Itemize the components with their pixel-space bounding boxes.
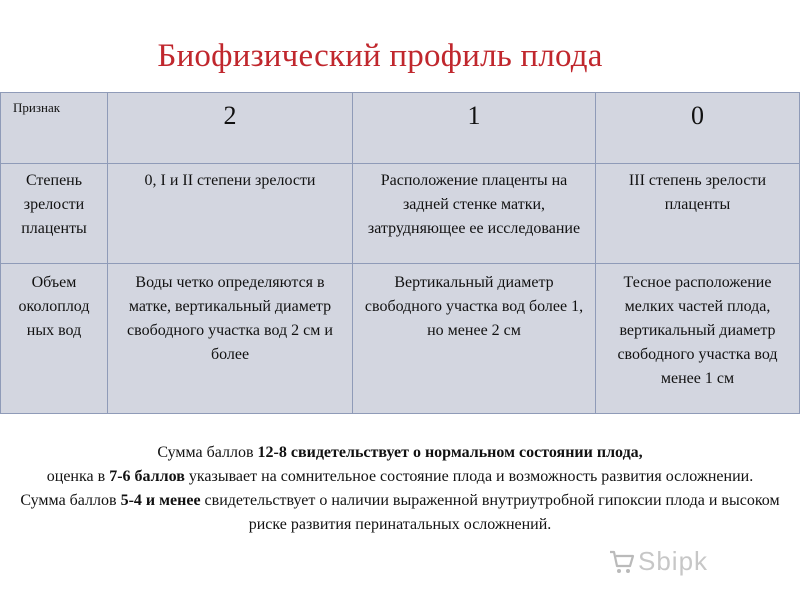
- header-score-2: 2: [108, 93, 353, 164]
- table-cell: Расположение плаценты на задней стенке матки, затрудняющее ее исследование: [353, 164, 596, 264]
- row-label-cell: Степень зрелости плаценты: [1, 164, 108, 264]
- watermark: [608, 546, 708, 577]
- row-label-cell: Объем околоплод ных вод: [1, 264, 108, 414]
- summary-bold-part: 12-8 свидетельствует о нормальном состоянии плода,: [257, 444, 643, 461]
- watermark-text: Sbipk: [638, 546, 709, 576]
- table-row: [1, 264, 800, 414]
- table-cell: Вертикальный диаметр свободного участка вод более 1, но менее 2 см: [353, 264, 596, 414]
- summary-text: [10, 441, 790, 537]
- header-score-0: 0: [596, 93, 800, 164]
- score-table: [0, 92, 800, 414]
- table-cell: 0, I и II степени зрелости: [108, 164, 353, 264]
- table-cell: Воды четко определяются в матке, вертикальный диаметр свободного участка вод 2 см и более: [108, 264, 353, 414]
- table-header-row: [1, 93, 800, 164]
- shopping-cart-icon: [608, 548, 636, 576]
- summary-text-part: Сумма баллов: [157, 444, 258, 461]
- header-score-1: 1: [353, 93, 596, 164]
- summary-bold-part: 7-6 баллов: [109, 468, 185, 485]
- table-cell: Тесное расположение мелких частей плода, вертикальный диаметр свободного участка вод менее 1 см: [596, 264, 800, 414]
- summary-text-part: оценка в: [46, 468, 110, 485]
- summary-text-part: свидетельствует о наличии выраженной внутриутробной гипоксии плода и высоком риске развития перинатальных осложнений.: [200, 492, 780, 533]
- header-label-cell: Признак: [1, 93, 108, 164]
- summary-text-part: указывает на сомнительное состояние плода и возможность развития осложнении.: [184, 468, 754, 485]
- summary-bold-part: 5-4 и менее: [120, 492, 201, 509]
- summary-text-part: Сумма баллов: [20, 492, 121, 509]
- table-row: [1, 164, 800, 264]
- page-title: Биофизический профиль плода: [157, 38, 603, 74]
- table-cell: III степень зрелости плаценты: [596, 164, 800, 264]
